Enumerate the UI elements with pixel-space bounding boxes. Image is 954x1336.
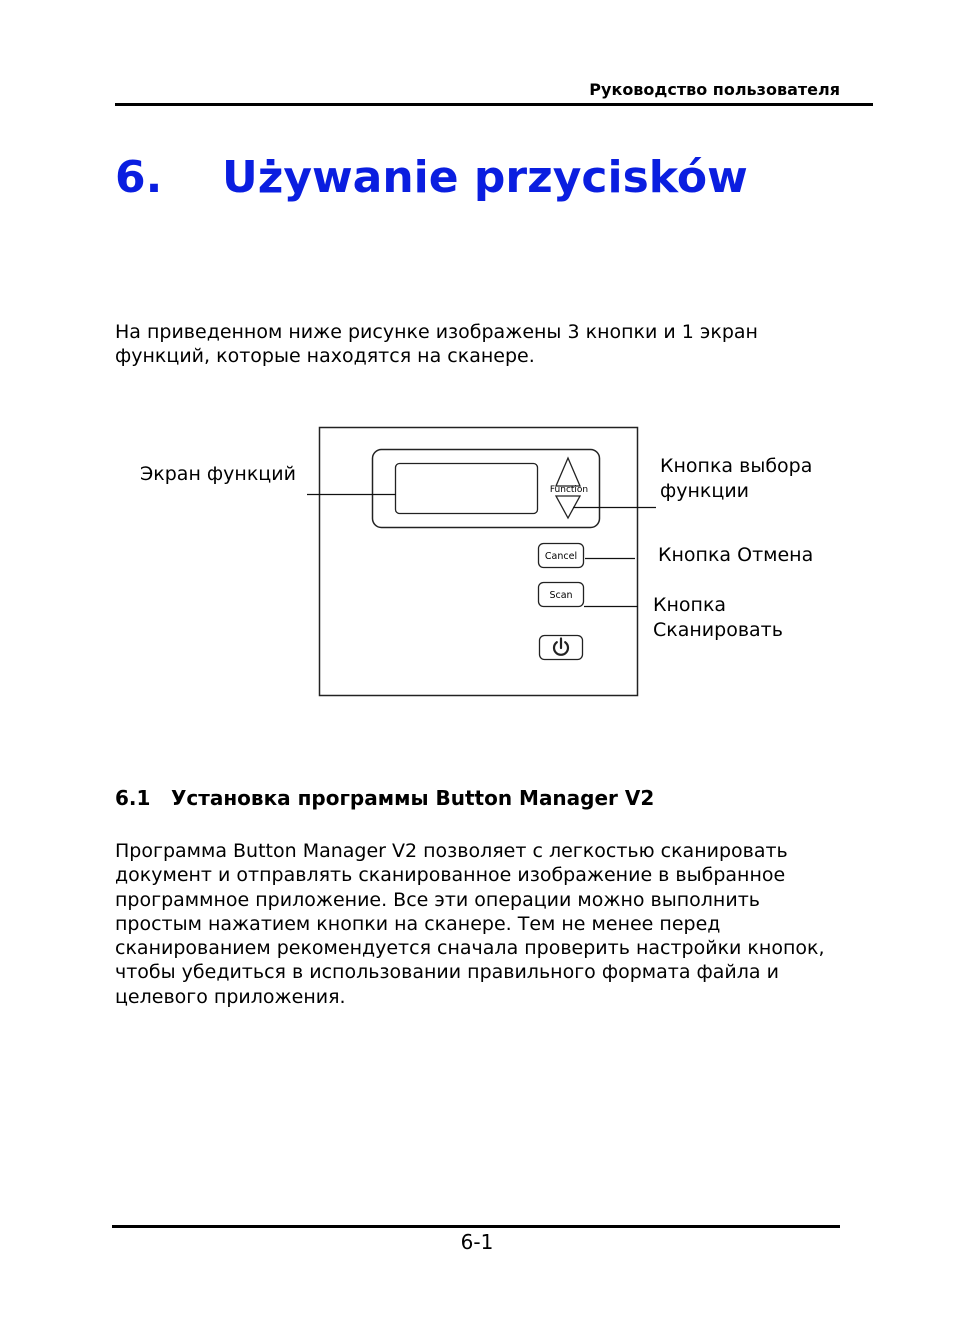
intro-paragraph: На приведенном ниже рисунке изображены 3 кнопки и 1 экран функций, которые находятся на сканере. xyxy=(115,321,758,368)
scan-text: Scan xyxy=(549,590,573,601)
section-title: Установка программы Button Manager V2 xyxy=(171,786,655,810)
function-label-line1: Кнопка выбора xyxy=(660,455,813,477)
function-screen xyxy=(396,464,538,514)
scan-label-line2: Сканировать xyxy=(653,619,783,641)
section-paragraph: Программа Button Manager V2 позволяет с легкостью сканировать документ и отправлять сканированное изображение в выбранное программное приложение. Все эти операции можно выполнить простым нажатием кнопки на сканере. Тем не менее перед сканированием рекомендуется сначала проверить настройки кнопок, чтобы убедиться в использовании правильного формата файла и целевого приложения. xyxy=(115,840,825,1008)
running-header: Руководство пользователя xyxy=(589,80,840,99)
scanner-panel-figure xyxy=(100,425,860,725)
scan-label-line1: Кнопка xyxy=(653,594,727,616)
chapter-heading xyxy=(115,152,748,203)
function-button-label xyxy=(660,454,812,504)
cancel-text: Cancel xyxy=(544,551,578,562)
chapter-number: 6. xyxy=(115,152,163,203)
section-number: 6.1 xyxy=(115,786,151,810)
footer-rule xyxy=(112,1225,840,1228)
scan-button-label xyxy=(653,593,783,643)
chapter-title: Używanie przycisków xyxy=(222,152,748,203)
screen-label: Экран функций xyxy=(140,463,296,485)
function-label-line2: функции xyxy=(660,480,750,502)
up-triangle-icon xyxy=(556,458,580,486)
page-number: 6-1 xyxy=(460,1230,494,1254)
header-rule xyxy=(115,103,873,106)
power-icon xyxy=(554,639,568,655)
section-heading xyxy=(115,786,654,810)
cancel-button-label: Кнопка Отмена xyxy=(658,544,814,566)
panel-outline xyxy=(320,428,638,696)
function-text: Function xyxy=(549,485,589,495)
